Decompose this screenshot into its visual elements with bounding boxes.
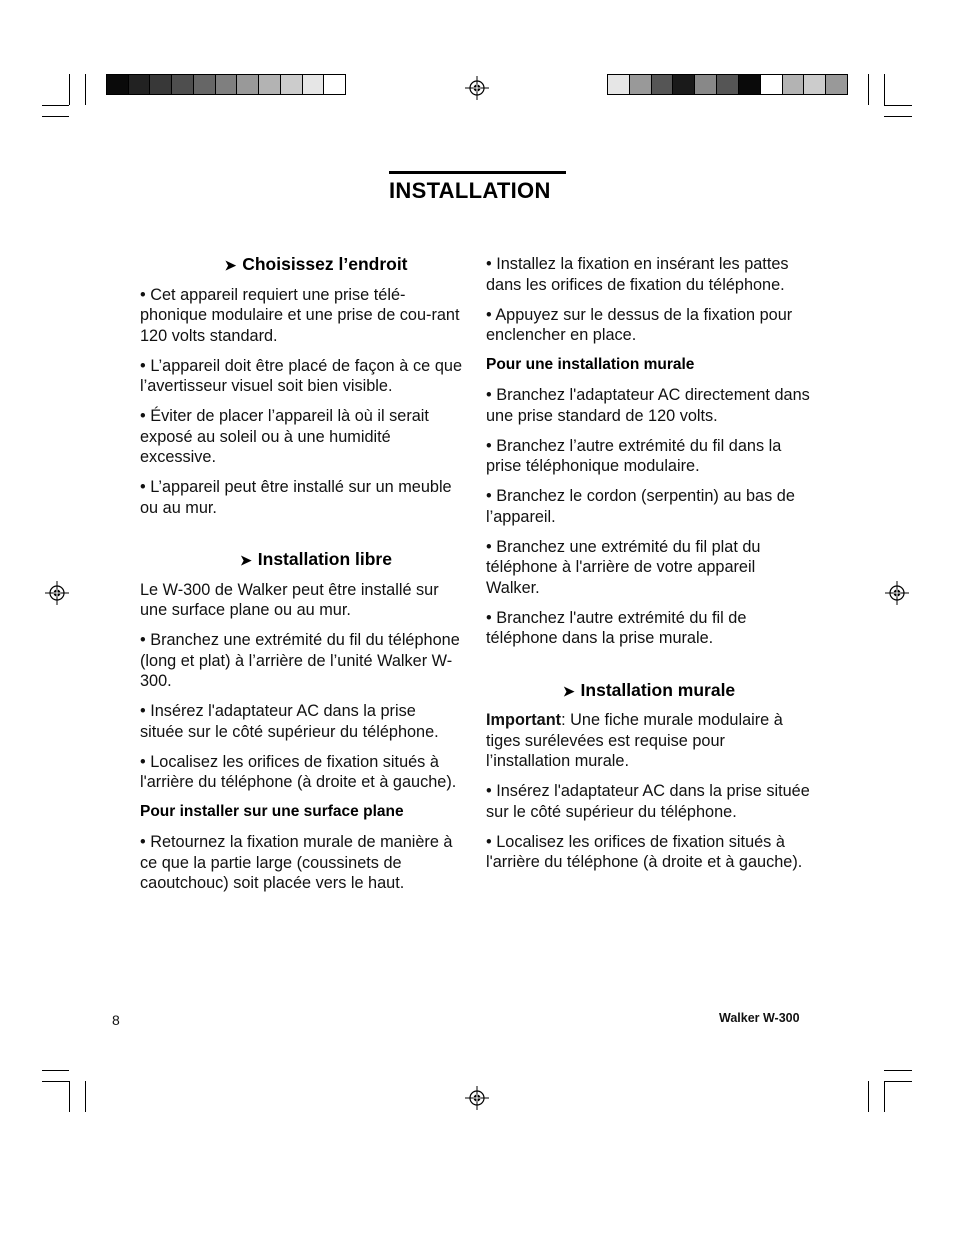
registration-mark-icon [465,1086,489,1110]
color-swatch [608,75,630,94]
color-swatch [281,75,303,94]
color-swatch [804,75,826,94]
list-item: • Branchez l'autre extrémité du fil de téléphone dans la prise murale. [486,608,747,647]
color-swatch [783,75,805,94]
color-swatch [237,75,259,94]
color-swatch [673,75,695,94]
color-swatch [194,75,216,94]
page-title: INSTALLATION [389,178,551,203]
arrowhead-right-icon: ➤ [240,552,252,568]
list-item: • Localisez les orifices de fixation situés à l'arrière du téléphone (à droite et à gauche). [486,832,803,871]
color-swatch [826,75,847,94]
list-item: • L’appareil peut être installé sur un meuble ou au mur. [140,478,452,517]
list-item: • Branchez le cordon (serpentin) au bas de l’appareil. [486,487,795,526]
color-swatch [630,75,652,94]
color-swatch [324,75,345,94]
list-item: • Appuyez sur le dessus de la fixation pour enclencher en place. [486,305,793,344]
right-column [486,254,812,882]
list-item: • Installez la fixation en insérant les pattes dans les orifices de fixation du téléphone. [486,255,789,294]
list-item: • Branchez une extrémité du fil du téléphone (long et plat) à l’arrière de l’unité Walker W-300. [140,631,460,690]
color-bar-right [607,74,848,95]
important-note [486,710,812,772]
list-item: • Branchez l’autre extrémité du fil dans la prise téléphonique modulaire. [486,436,782,475]
title-rule [389,171,566,174]
important-text: : Une fiche murale modulaire à tiges surélevées est requise pour l’installation murale. [486,711,783,770]
color-swatch [216,75,238,94]
section-heading-location: ➤ Choisissez l’endroit [224,254,408,274]
list-item: • Insérez l'adaptateur AC dans la prise située sur le côté supérieur du téléphone. [486,782,810,821]
list-item: • Insérez l'adaptateur AC dans la prise située sur le côté supérieur du téléphone. [140,702,439,741]
color-swatch [259,75,281,94]
color-swatch [761,75,783,94]
color-swatch [717,75,739,94]
arrowhead-right-icon: ➤ [562,682,575,699]
list-item: • Retournez la fixation murale de manière à ce que la partie large (coussinets de caoutchouc) soit placée vers le haut. [140,833,453,892]
list-item: • Cet appareil requiert une prise télé-phonique modulaire et une prise de cou-rant 120 volts standard. [140,285,460,345]
list-item: • L’appareil doit être placé de façon à ce que l’avertisseur visuel soit bien visible. [140,356,462,395]
section-heading-free-install: ➤ Installation libre [240,549,392,569]
registration-mark-icon [45,581,69,605]
registration-mark-icon [885,581,909,605]
color-swatch [172,75,194,94]
list-item: • Branchez l'adaptateur AC directement dans une prise standard de 120 volts. [486,386,810,425]
section-heading-wall-install: ➤ Installation murale [562,679,736,700]
important-label: Important [486,711,562,729]
arrowhead-right-icon: ➤ [224,257,237,273]
color-swatch [695,75,717,94]
list-item: • Branchez une extrémité du fil plat du téléphone à l'arrière de votre appareil Walker. [486,537,761,597]
left-column [140,254,462,903]
footer-model-name: Walker W-300 [719,1011,800,1025]
page-number: 8 [112,1012,120,1028]
subheading-wall-install: Pour une installation murale [486,356,695,373]
registration-mark-icon [465,76,489,100]
color-swatch [652,75,674,94]
list-item: • Éviter de placer l’appareil là où il serait exposé au soleil ou à une humidité excessive. [140,407,429,466]
color-bar-left [106,74,346,95]
color-swatch [303,75,325,94]
list-item: • Localisez les orifices de fixation situés à l'arrière du téléphone (à droite et à gauche). [140,752,457,791]
color-swatch [739,75,761,94]
subheading-flat-surface: Pour installer sur une surface plane [140,803,404,820]
color-swatch [129,75,151,94]
list-item: Le W-300 de Walker peut être installé sur une surface plane ou au mur. [140,580,439,619]
color-swatch [107,75,129,94]
color-swatch [150,75,172,94]
